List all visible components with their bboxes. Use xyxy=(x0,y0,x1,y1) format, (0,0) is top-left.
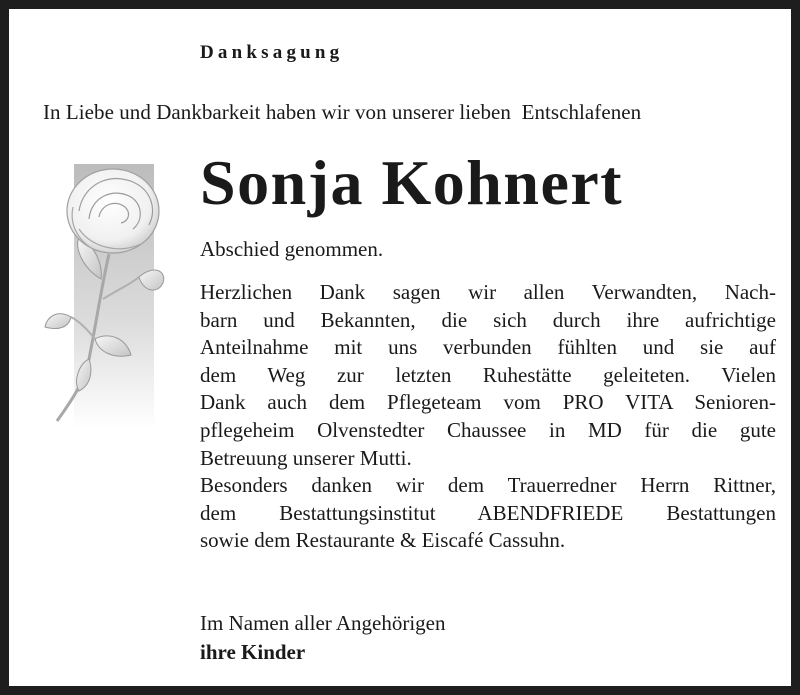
rose-icon xyxy=(39,159,184,429)
body-line: Dank auch dem Pflegeteam vom PRO VITA Senioren- xyxy=(200,390,776,415)
body-line: barn und Bekannten, die sich durch ihre aufrichtige xyxy=(200,307,776,332)
farewell-line: Abschied genommen. xyxy=(200,237,384,261)
body-line: Anteilnahme mit uns verbunden fühlten und sie auf xyxy=(200,335,776,360)
body-line: dem Bestattungsinstitut ABENDFRIEDE Bestattungen xyxy=(200,500,776,525)
body-line: sowie dem Restaurante & Eiscafé Cassuhn. xyxy=(200,528,566,553)
closing-line: Im Namen aller Angehörigen xyxy=(200,611,446,635)
body-line: Herzlichen Dank sagen wir allen Verwandten, Nach- xyxy=(200,280,776,304)
signers: ihre Kinder xyxy=(200,640,306,664)
body-line: dem Weg zur letzten Ruhestätte geleiteten. Vielen xyxy=(200,362,776,387)
thanks-body xyxy=(200,279,776,555)
body-line: pflegeheim Olvenstedter Chaussee in MD für die gute xyxy=(200,417,776,442)
deceased-name: Sonja Kohnert xyxy=(200,147,624,218)
closing-block xyxy=(200,609,446,667)
body-line: Betreuung unserer Mutti. xyxy=(200,445,412,470)
body-line: Besonders danken wir dem Trauerredner Herrn Rittner, xyxy=(200,473,776,498)
heading: Danksagung xyxy=(200,42,344,63)
intro-line: In Liebe und Dankbarkeit haben wir von unserer lieben Entschlafenen xyxy=(43,100,642,124)
